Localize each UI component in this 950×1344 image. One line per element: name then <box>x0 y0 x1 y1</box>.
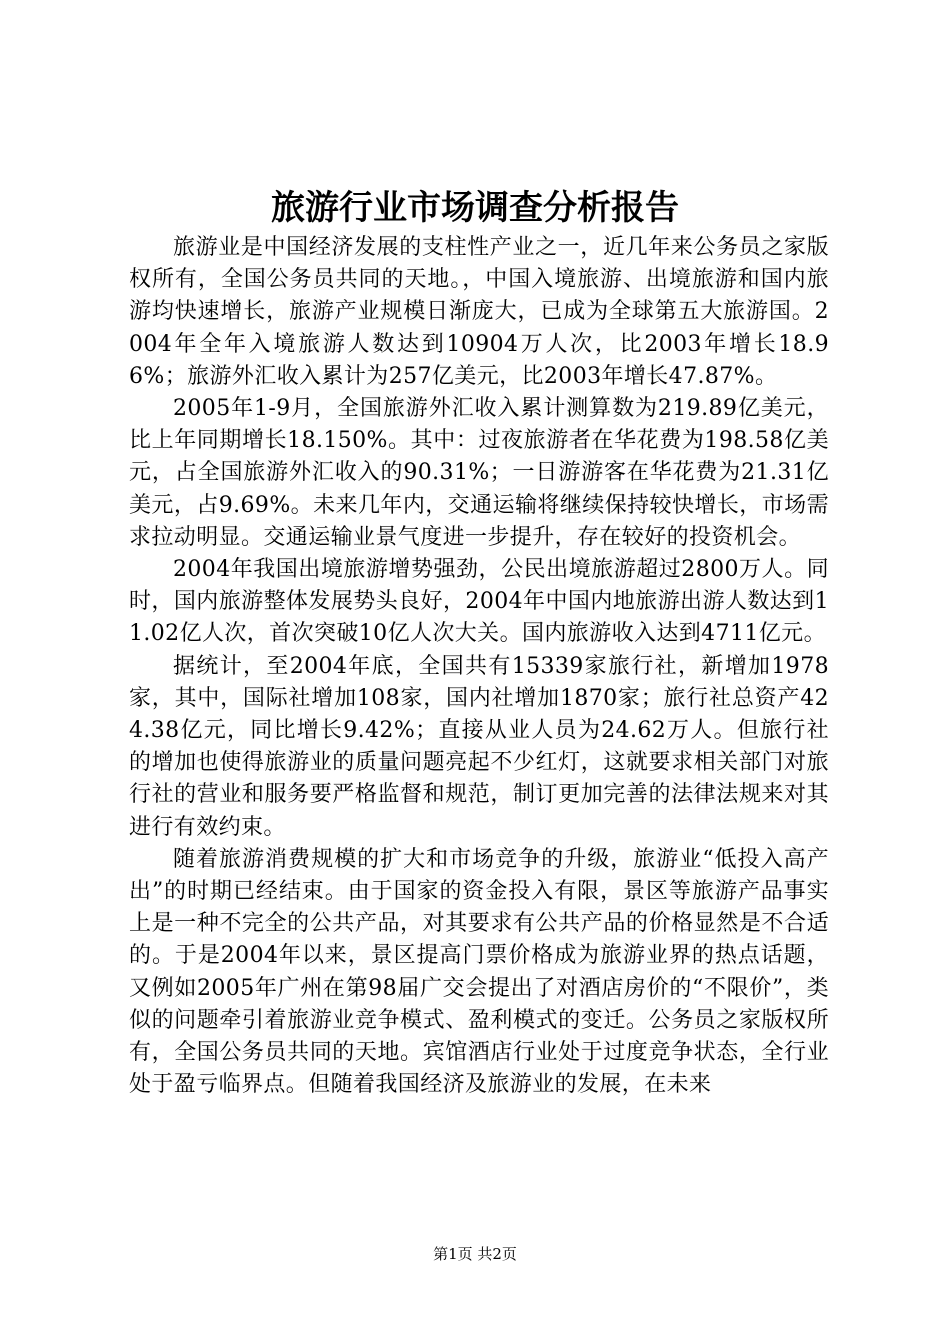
paragraph-3: 2004年我国出境旅游增势强劲，公民出境旅游超过2800万人。同时，国内旅游整体发展势头良好，2004年中国内地旅游出游人数达到11.02亿人次，首次突破10亿人次大关。国内旅游收入达到4711亿元。 <box>129 557 829 647</box>
document-body <box>129 232 829 1101</box>
paragraph-4: 据统计，至2004年底，全国共有15339家旅行社，新增加1978家，其中，国际社增加108家，国内社增加1870家；旅行社总资产424.38亿元，同比增长9.42%；直接从业人员为24.62万人。但旅行社的增加也使得旅游业的质量问题亮起不少红灯，这就要求相关部门对旅行社的营业和服务要严格监督和规范，制订更加完善的法律法规来对其进行有效约束。 <box>129 653 829 840</box>
paragraph-2: 2005年1-9月，全国旅游外汇收入累计测算数为219.89亿美元，比上年同期增长18.150%。其中：过夜旅游者在华花费为198.58亿美元，占全国旅游外汇收入的90.31%；一日游游客在华花费为21.31亿美元，占9.69%。未来几年内，交通运输将继续保持较快增长，市场需求拉动明显。交通运输业景气度进一步提升，存在较好的投资机会。 <box>129 396 829 550</box>
paragraph-5: 随着旅游消费规模的扩大和市场竞争的升级，旅游业“低投入高产出”的时期已经结束。由于国家的资金投入有限，景区等旅游产品事实上是一种不完全的公共产品，对其要求有公共产品的价格显然是不合适的。于是2004年以来，景区提高门票价格成为旅游业界的热点话题，又例如2005年广州在第98届广交会提出了对酒店房价的“不限价”，类似的问题牵引着旅游业竞争模式、盈利模式的变迁。公务员之家版权所有，全国公务员共同的天地。宾馆酒店行业处于过度竞争状态，全行业处于盈亏临界点。但随着我国经济及旅游业的发展，在未来 <box>129 846 829 1098</box>
page-footer: 第1页 共2页 <box>433 1245 517 1263</box>
paragraph-1: 旅游业是中国经济发展的支柱性产业之一，近几年来公务员之家版权所有，全国公务员共同的天地。，中国入境旅游、出境旅游和国内旅游均快速增长，旅游产业规模日渐庞大，已成为全球第五大旅游国。2004年全年入境旅游人数达到10904万人次，比2003年增长18.96%；旅游外汇收入累计为257亿美元，比2003年增长47.87%。 <box>129 235 829 389</box>
document-title: 旅游行业市场调查分析报告 <box>271 188 679 228</box>
